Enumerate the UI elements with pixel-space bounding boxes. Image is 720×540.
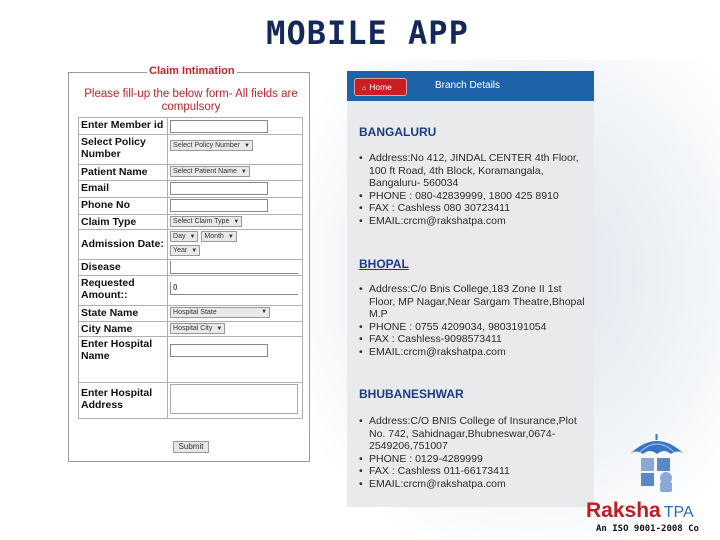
member-id-label: Enter Member id: [79, 118, 168, 135]
branch-city-bangaluru[interactable]: BANGALURU: [359, 125, 437, 139]
city-name-label: City Name: [79, 322, 168, 337]
list-item: • FAX : Cashless-9098573411: [359, 333, 587, 346]
hospital-address-label: Enter Hospital Address: [79, 383, 168, 419]
branch-city-bhubaneshwar[interactable]: BHUBANESHWAR: [359, 387, 464, 401]
hospital-address-textarea[interactable]: [170, 384, 298, 414]
branch-details-title: Branch Details: [435, 80, 501, 91]
list-item: • PHONE : 0755 4209034, 9803191054: [359, 321, 587, 334]
dropdown-arrow-icon: ▼: [216, 326, 223, 332]
admission-date-label: Admission Date:: [79, 230, 168, 260]
dropdown-arrow-icon: ▼: [233, 219, 240, 225]
disease-label: Disease: [79, 260, 168, 276]
list-item: • EMAIL:crcm@rakshatpa.com: [359, 478, 587, 491]
home-button-label: Home: [369, 82, 392, 92]
list-item: • Address:C/O BNIS College of Insurance,Plot No. 742, Sahidnagar,Bhubneswar,0674-2549206,751007: [359, 415, 587, 453]
email-label: Email: [79, 181, 168, 198]
patient-name-select[interactable]: Select Patient Name ▼: [170, 166, 250, 177]
list-item: • FAX : Cashless 011-66173411: [359, 465, 587, 478]
branch-address-list: [359, 283, 587, 358]
form-legend: Claim Intimation: [149, 65, 235, 77]
submit-button[interactable]: Submit: [173, 441, 209, 453]
member-id-input[interactable]: [170, 120, 268, 133]
phone-label: Phone No: [79, 198, 168, 215]
month-select[interactable]: Month ▼: [201, 231, 236, 242]
email-input[interactable]: [170, 182, 268, 195]
umbrella-logo-icon: [626, 432, 688, 496]
claim-type-select[interactable]: Select Claim Type ▼: [170, 216, 242, 227]
year-select[interactable]: Year ▼: [170, 245, 200, 256]
requested-amount-label: Requested Amount::: [79, 276, 168, 306]
list-item: • PHONE : 0129-4289999: [359, 453, 587, 466]
home-icon: ⌂: [362, 85, 367, 92]
list-item: • PHONE : 080-42839999, 1800 425 8910: [359, 190, 587, 203]
requested-amount-input[interactable]: 0: [170, 282, 298, 295]
branch-city-bhopal[interactable]: BHOPAL: [359, 257, 409, 271]
day-select[interactable]: Day ▼: [170, 231, 198, 242]
disease-input[interactable]: [170, 261, 298, 274]
hospital-name-input[interactable]: [170, 344, 268, 357]
phone-input[interactable]: [170, 199, 268, 212]
branch-header-bar: [347, 71, 594, 101]
state-select[interactable]: Hospital State ▼: [170, 307, 270, 318]
home-button[interactable]: [354, 78, 407, 96]
list-item: • EMAIL:crcm@rakshatpa.com: [359, 346, 587, 359]
hospital-name-label: Enter Hospital Name: [79, 337, 168, 383]
dropdown-arrow-icon: ▼: [227, 234, 234, 240]
list-item: • Address:C/o Bnis College,183 Zone II 1st Floor, MP Nagar,Near Sargam Theatre,Bhopal M.P: [359, 283, 587, 321]
state-name-label: State Name: [79, 306, 168, 322]
dropdown-arrow-icon: ▼: [189, 234, 196, 240]
list-item: • EMAIL:crcm@rakshatpa.com: [359, 215, 587, 228]
claim-form-table: [78, 117, 303, 419]
dropdown-arrow-icon: ▼: [243, 143, 250, 149]
list-item: • FAX : Cashless 080 30723411: [359, 202, 587, 215]
policy-number-label: Select Policy Number: [79, 135, 168, 165]
list-item: • Address:No 412, JINDAL CENTER 4th Floor, 100 ft Road, 4th Block, Koramangala, Bangaluru- 560034: [359, 152, 587, 190]
slide-title: MOBILE APP: [266, 14, 469, 52]
dropdown-arrow-icon: ▼: [191, 248, 198, 254]
claim-intimation-form: [68, 65, 310, 462]
claim-type-label: Claim Type: [79, 215, 168, 230]
dropdown-arrow-icon: ▼: [261, 309, 268, 315]
brand-name: Raksha TPA: [586, 499, 694, 522]
policy-number-select[interactable]: Select Policy Number ▼: [170, 140, 253, 151]
branch-address-list: [359, 415, 587, 490]
branch-details-screen: [347, 71, 594, 507]
form-notice: Please fill-up the below form- All fields are compulsory: [84, 88, 298, 113]
dropdown-arrow-icon: ▼: [240, 169, 247, 175]
branch-address-list: [359, 152, 587, 227]
iso-tagline: An ISO 9001-2008 Co: [596, 524, 699, 534]
patient-name-label: Patient Name: [79, 165, 168, 181]
city-select[interactable]: Hospital City ▼: [170, 323, 225, 334]
